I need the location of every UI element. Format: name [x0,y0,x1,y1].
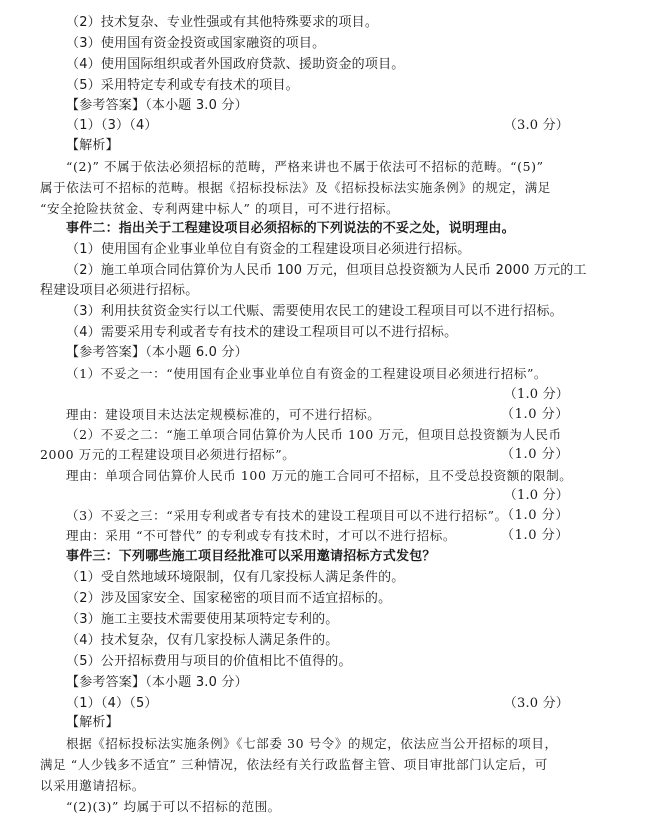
option-line: （1）受自然地域环境限制，仅有几家投标人满足条件的。 [66,570,405,585]
answer-heading: 【参考答案】（本小题 3.0 分） [66,98,248,113]
answer-line [66,405,608,425]
statement-line: （4）需要采用专利或者专有技术的建设工程项目可以不进行招标。 [66,325,458,340]
answer-text: （3）不妥之三：“采用专利或者专有技术的建设工程项目可以不进行招标”。 [66,508,508,523]
event-heading: 事件三：下列哪些施工项目经批准可以采用邀请招标方式发包？ [66,549,436,564]
score: （1.0 分） [500,508,569,523]
reason-text: 理由：建设项目未达法定规模标准的，可不进行招标。 [66,407,381,422]
answer-heading: 【参考答案】（本小题 6.0 分） [66,345,248,360]
option-line: （3）施工主要技术需要使用某项特定专利的。 [66,612,339,627]
answer-text: （1）（4）（5） [66,696,158,711]
analysis-line: 根据《招标投标法实施条例》《七部委 30 号令》的规定，依法应当公开招标的项目， [66,736,558,751]
score: （1.0 分） [500,407,569,422]
answer-line [66,526,608,546]
answer-line [66,506,608,526]
event-heading: 事件二：指出关于工程建设项目必须招标的下列说法的不妥之处，说明理由。 [66,221,515,236]
analysis-line: 以采用邀请招标。 [40,778,145,793]
analysis-line: “安全抢险扶贫金、专利两建中标人” 的项目，可不进行招标。 [40,201,400,216]
score: （1.0 分） [500,528,569,543]
score: （3.0 分） [503,696,569,711]
analysis-line: “(2)” 不属于依法必须招标的范畴，严格来讲也不属于依法可不招标的范畴。“(5)” [66,159,544,174]
answer-line [40,445,608,465]
answer-text: 2000 万元的工程建设项目必须进行招标”。 [40,447,296,462]
score: （1.0 分） [503,488,569,503]
answer-line [66,116,608,136]
statement-line: （3）利用扶贫资金实行以工代赈、需要使用农民工的建设工程项目可以不进行招标。 [66,304,563,319]
statement-line: （2）施工单项合同估算价为人民币 100 万元，但项目总投资额为人民币 2000 万元的工 [66,263,587,278]
statement-line: （1）使用国有企业事业单位自有资金的工程建设项目必须进行招标。 [66,242,471,257]
answer-line [66,694,608,714]
statement-line: 程建设项目必须进行招标。 [40,283,199,298]
option-line: （2）技术复杂、专业性强或有其他特殊要求的项目。 [66,15,379,30]
score: （1.0 分） [500,447,569,462]
analysis-heading: 【解析】 [66,138,119,153]
answer-heading: 【参考答案】（本小题 3.0 分） [66,675,248,690]
reason-text: 理由：采用 “不可替代” 的专利或专有技术时，才可以不进行招标。 [66,528,456,543]
answer-text: （1）（3）（4） [66,118,158,133]
analysis-line: “(2)(3)” 均属于可以不招标的范围。 [66,799,281,814]
option-line: （2）涉及国家安全、国家秘密的项目而不适宜招标的。 [66,591,392,606]
answer-line: 理由：单项合同估算价人民币 100 万元的施工合同可不招标，且不受总投资额的限制。 [66,468,573,483]
option-line: （4）技术复杂，仅有几家投标人满足条件的。 [66,633,339,648]
option-line: （4）使用国际组织或者外国政府贷款、援助资金的项目。 [66,57,405,72]
option-line: （5）采用特定专利或专有技术的项目。 [66,78,299,93]
analysis-heading: 【解析】 [66,715,119,730]
option-line: （5）公开招标费用与项目的价值相比不值得的。 [66,654,352,669]
answer-line: （1）不妥之一：“使用国有企业事业单位自有资金的工程建设项目必须进行招标”。 [66,366,548,381]
analysis-line: 属于依法可不招标的范畴。根据《招标投标法》及《招标投标法实施条例》的规定，满足 [40,180,551,195]
option-line: （3）使用国有资金投资或国家融资的项目。 [66,36,326,51]
score: （1.0 分） [503,387,569,402]
analysis-line: 满足 “人少钱多不适宜” 三种情况，依法经有关行政监督主管、项目审批部门认定后，可 [40,757,548,772]
score: （3.0 分） [503,118,569,133]
answer-line: （2）不妥之二：“施工单项合同估算价为人民币 100 万元，但项目总投资额为人民币 [66,427,562,442]
